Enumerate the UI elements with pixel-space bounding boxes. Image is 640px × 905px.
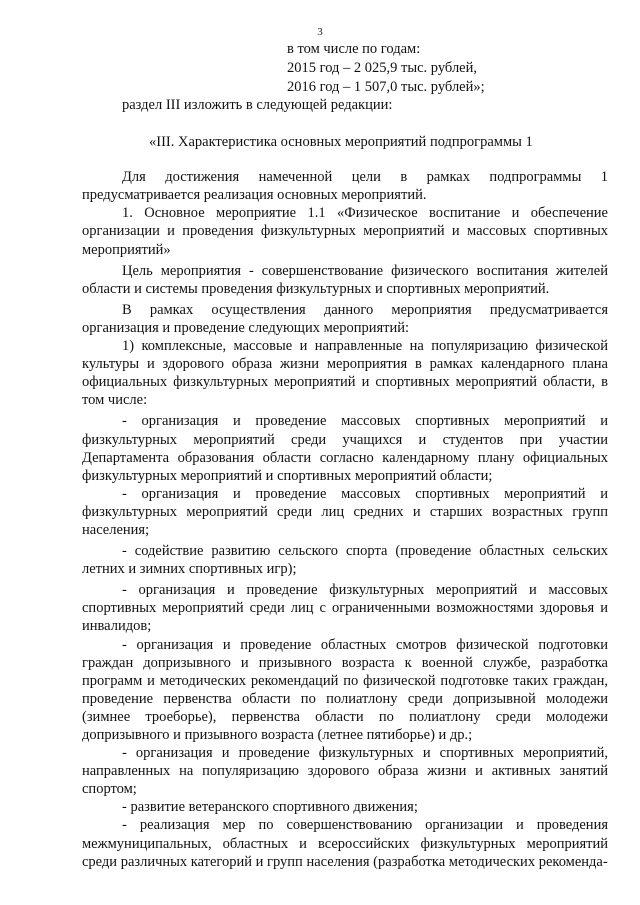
- bullet-veterans: - развитие ветеранского спортивного движения;: [122, 799, 418, 816]
- funding-2015: 2015 год – 2 025,9 тыс. рублей,: [287, 60, 478, 76]
- bullet-rural-sport: - содействие развитию сельского спорта (проведение областных сельских летних и зимних спортивных игр);: [82, 543, 608, 578]
- bullet-interregional: - реализация мер по совершенствованию организации и проведения межмуниципальных, областных и всероссийских физкультурных мероприятий среди различных категорий и групп населения (разработка методических рекоменда-: [82, 817, 608, 870]
- section-instruction: раздел III изложить в следующей редакции:: [122, 97, 393, 113]
- bullet-healthy-lifestyle: - организация и проведение физкультурных и спортивных мероприятий, направленных на популяризацию здорового образа жизни и активных занятий спортом;: [82, 745, 608, 798]
- section-heading: «III. Характеристика основных мероприятий подпрограммы 1: [149, 134, 533, 151]
- document-body: [82, 96, 608, 871]
- page-number: 3: [317, 26, 323, 38]
- funding-by-year: [287, 40, 485, 97]
- paragraph-framework: В рамках осуществления данного мероприятия предусматривается организация и проведение следующих мероприятий:: [82, 301, 608, 336]
- bullet-older-groups: - организация и проведение массовых спортивных мероприятий и физкультурных мероприятий среди лиц средних и старших возрастных групп населения;: [82, 485, 608, 538]
- paragraph-measure-goal: Цель мероприятия - совершенствование физического воспитания жителей области и системы проведения физкультурных и спортивных мероприятий.: [82, 262, 608, 297]
- bullet-students: - организация и проведение массовых спортивных мероприятий и физкультурных мероприятий среди учащихся и студентов при участии Департамента образования области согласно календарному плану официальных физкультурных мероприятий и спортивных мероприятий области;: [82, 413, 608, 484]
- funding-2016: 2016 год – 1 507,0 тыс. рублей»;: [287, 79, 485, 95]
- bullet-disabled: - организация и проведение физкультурных мероприятий и массовых спортивных мероприятий среди лиц с ограниченными возможностями здоровья и инвалидов;: [82, 582, 608, 635]
- funding-years-intro: в том числе по годам:: [287, 41, 421, 57]
- paragraph-main-measure: 1. Основное мероприятие 1.1 «Физическое воспитание и обеспечение организации и проведения физкультурных мероприятий и массовых спортивных мероприятий»: [82, 205, 608, 258]
- bullet-military-training: - организация и проведение областных смотров физической подготовки граждан допризывного и призывного возраста к военной службе, разработка программ и методических рекомендаций по физической подготовке таких граждан, проведение первенства области по полиатлону среди допризывной молодежи (зимнее троеборье), первенства области по полиатлону среди молодежи допризывного и призывного возраста (летнее пятиборье) и др.;: [82, 636, 608, 743]
- paragraph-goal: Для достижения намеченной цели в рамках подпрограммы 1 предусматривается реализация основных мероприятий.: [82, 169, 608, 204]
- list-item-1: 1) комплексные, массовые и направленные на популяризацию физической культуры и здорового образа жизни мероприятия в рамках календарного плана официальных физкультурных мероприятий и спортивных мероприятий области, в том числе:: [82, 338, 608, 409]
